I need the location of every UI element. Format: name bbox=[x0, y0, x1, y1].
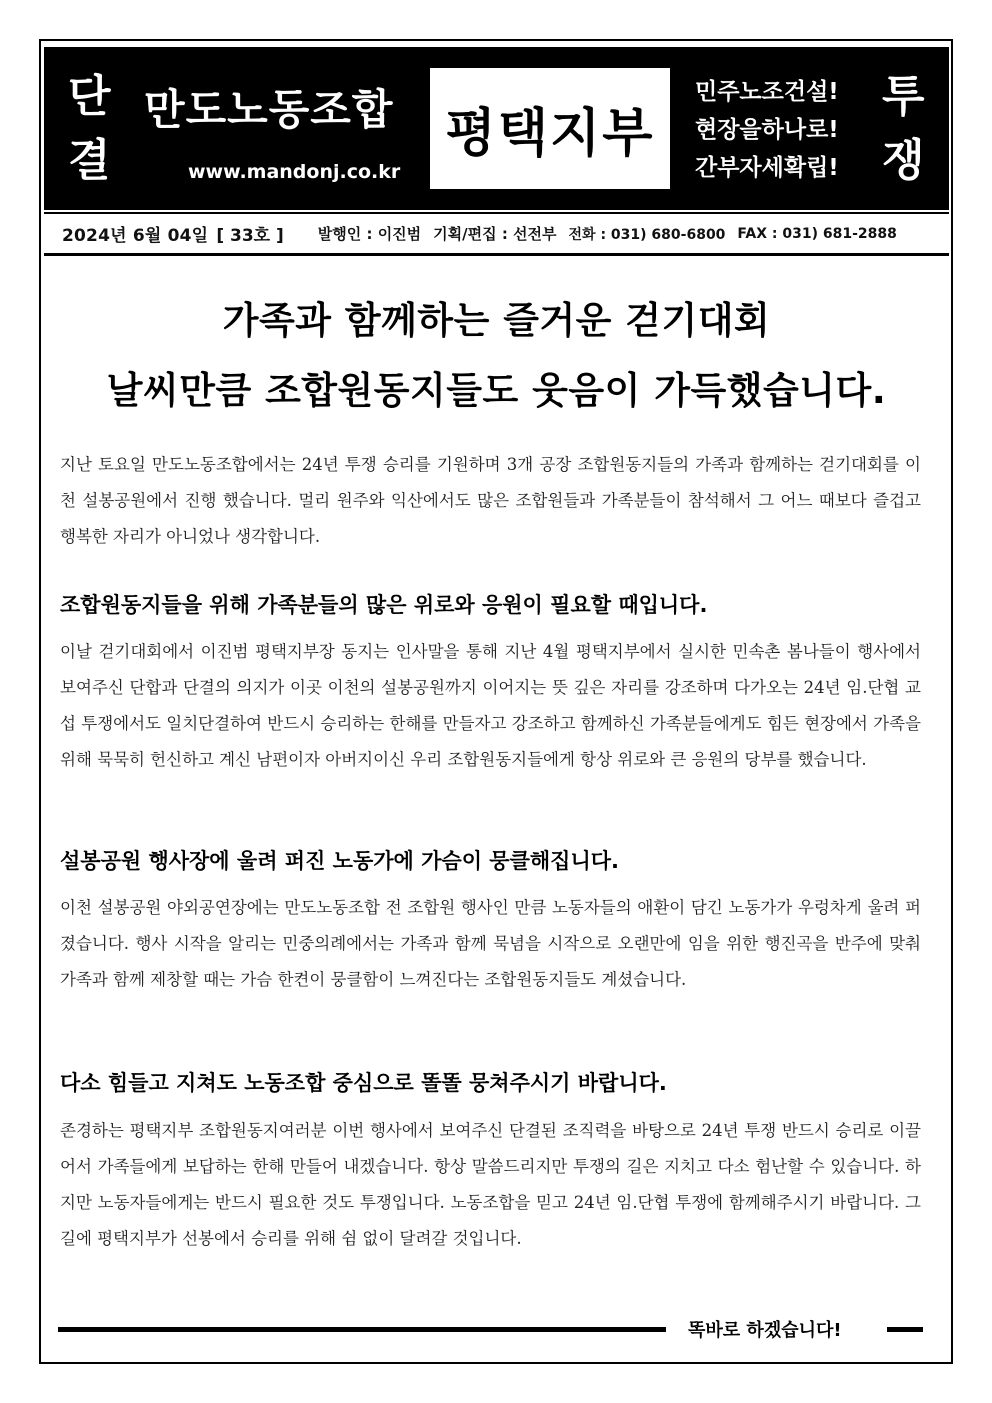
issue-info-bar bbox=[44, 212, 949, 256]
publisher: 발행인 : 이진범 bbox=[317, 225, 422, 243]
slogan-2: 현장을하나로! bbox=[695, 117, 839, 143]
issue-number: [ 33호 ] bbox=[216, 226, 284, 246]
section-body-3: 존경하는 평택지부 조합원동지여러분 이번 행사에서 보여주신 단결된 조직력을 바탕으로 24년 투쟁 반드시 승리로 이끌어서 가족들에게 보답하는 한해 만들어 내겠습니다. 항상 말씀드리지만 투쟁의 길은 지치고 다소 험난할 수 있습니다. 하지만 노동자들에게는 반드시 필요한 것도 투쟁입니다. 노동조합을 믿고 24년 임.단협 투쟁에 함께해주시기 바랍니다. 그 길에 평택지부가 선봉에서 승리를 위해 쉼 없이 달려갈 것입니다. bbox=[60, 1121, 921, 1248]
footer-slogan: 똑바로 하겠습니다! bbox=[688, 1320, 842, 1341]
intro-paragraph: 지난 토요일 만도노동조합에서는 24년 투쟁 승리를 기원하며 3개 공장 조합원동지들의 가족과 함께하는 걷기대회를 이천 설봉공원에서 진행 했습니다. 멀리 원주와 익산에서도 많은 조합원들과 가족분들이 참석해서 그 어느 때보다 즐겁고 행복한 자리가 아니었나 생각합니다. bbox=[60, 455, 921, 546]
masthead-right-char-bottom: 쟁 bbox=[882, 135, 925, 186]
footer-rule-right bbox=[887, 1327, 923, 1332]
masthead-left-char-bottom: 결 bbox=[68, 135, 111, 186]
issue-date: 2024년 6월 04일 bbox=[62, 226, 209, 246]
union-url[interactable]: www.mandonj.co.kr bbox=[188, 161, 401, 183]
masthead bbox=[44, 47, 949, 210]
headline-line-1: 가족과 함께하는 즐거운 걷기대회 bbox=[222, 299, 771, 342]
slogan-1: 민주노조건설! bbox=[695, 79, 839, 105]
fax-number: FAX : 031) 681-2888 bbox=[737, 225, 897, 242]
union-name: 만도노동조합 bbox=[144, 85, 394, 134]
footer-rule-left bbox=[58, 1327, 666, 1332]
slogans bbox=[695, 73, 839, 187]
phone-number: 전화 : 031) 680-6800 bbox=[568, 226, 726, 243]
section-heading-3: 다소 힘들고 지쳐도 노동조합 중심으로 똘똘 뭉쳐주시기 바랍니다. bbox=[60, 1071, 667, 1095]
section-body-2: 이천 설봉공원 야외공연장에는 만도노동조합 전 조합원 행사인 만큼 노동자들의 애환이 담긴 노동가가 우렁차게 울려 퍼졌습니다. 행사 시작을 알리는 민중의례에서는 가족과 함께 묵념을 시작으로 오랜만에 임을 위한 행진곡을 반주에 맞춰 가족과 함께 제창할 때는 가슴 한켠이 뭉클함이 느껴진다는 조합원동지들도 계셨습니다. bbox=[60, 898, 921, 989]
section-heading-1: 조합원동지들을 위해 가족분들의 많은 위로와 응원이 필요할 때입니다. bbox=[60, 593, 708, 617]
editor: 기획/편집 : 선전부 bbox=[433, 225, 557, 243]
masthead-right-char-top: 투 bbox=[882, 71, 925, 122]
masthead-left-char-top: 단 bbox=[68, 71, 111, 122]
section-body-1: 이날 걷기대회에서 이진범 평택지부장 동지는 인사말을 통해 지난 4월 평택지부에서 실시한 민속촌 봄나들이 행사에서 보여주신 단합과 단결의 의지가 이곳 이천의 설봉공원까지 이어지는 뜻 깊은 자리를 강조하며 다가오는 24년 임.단협 교섭 투쟁에서도 일치단결하여 반드시 승리하는 한해를 만들자고 강조하고 함께하신 가족분들에게도 힘든 현장에서 가족을 위해 묵묵히 헌신하고 계신 남편이자 아버지이신 우리 조합원동지들에게 항상 위로와 큰 응원의 당부를 했습니다. bbox=[60, 642, 921, 769]
headline-line-2: 날씨만큼 조합원동지들도 웃음이 가득했습니다. bbox=[106, 369, 887, 412]
section-heading-2: 설봉공원 행사장에 울려 퍼진 노동가에 가슴이 뭉클해집니다. bbox=[60, 849, 619, 873]
slogan-3: 간부자세확립! bbox=[695, 155, 839, 181]
branch-box bbox=[429, 67, 671, 190]
branch-name: 평택지부 bbox=[445, 104, 655, 164]
